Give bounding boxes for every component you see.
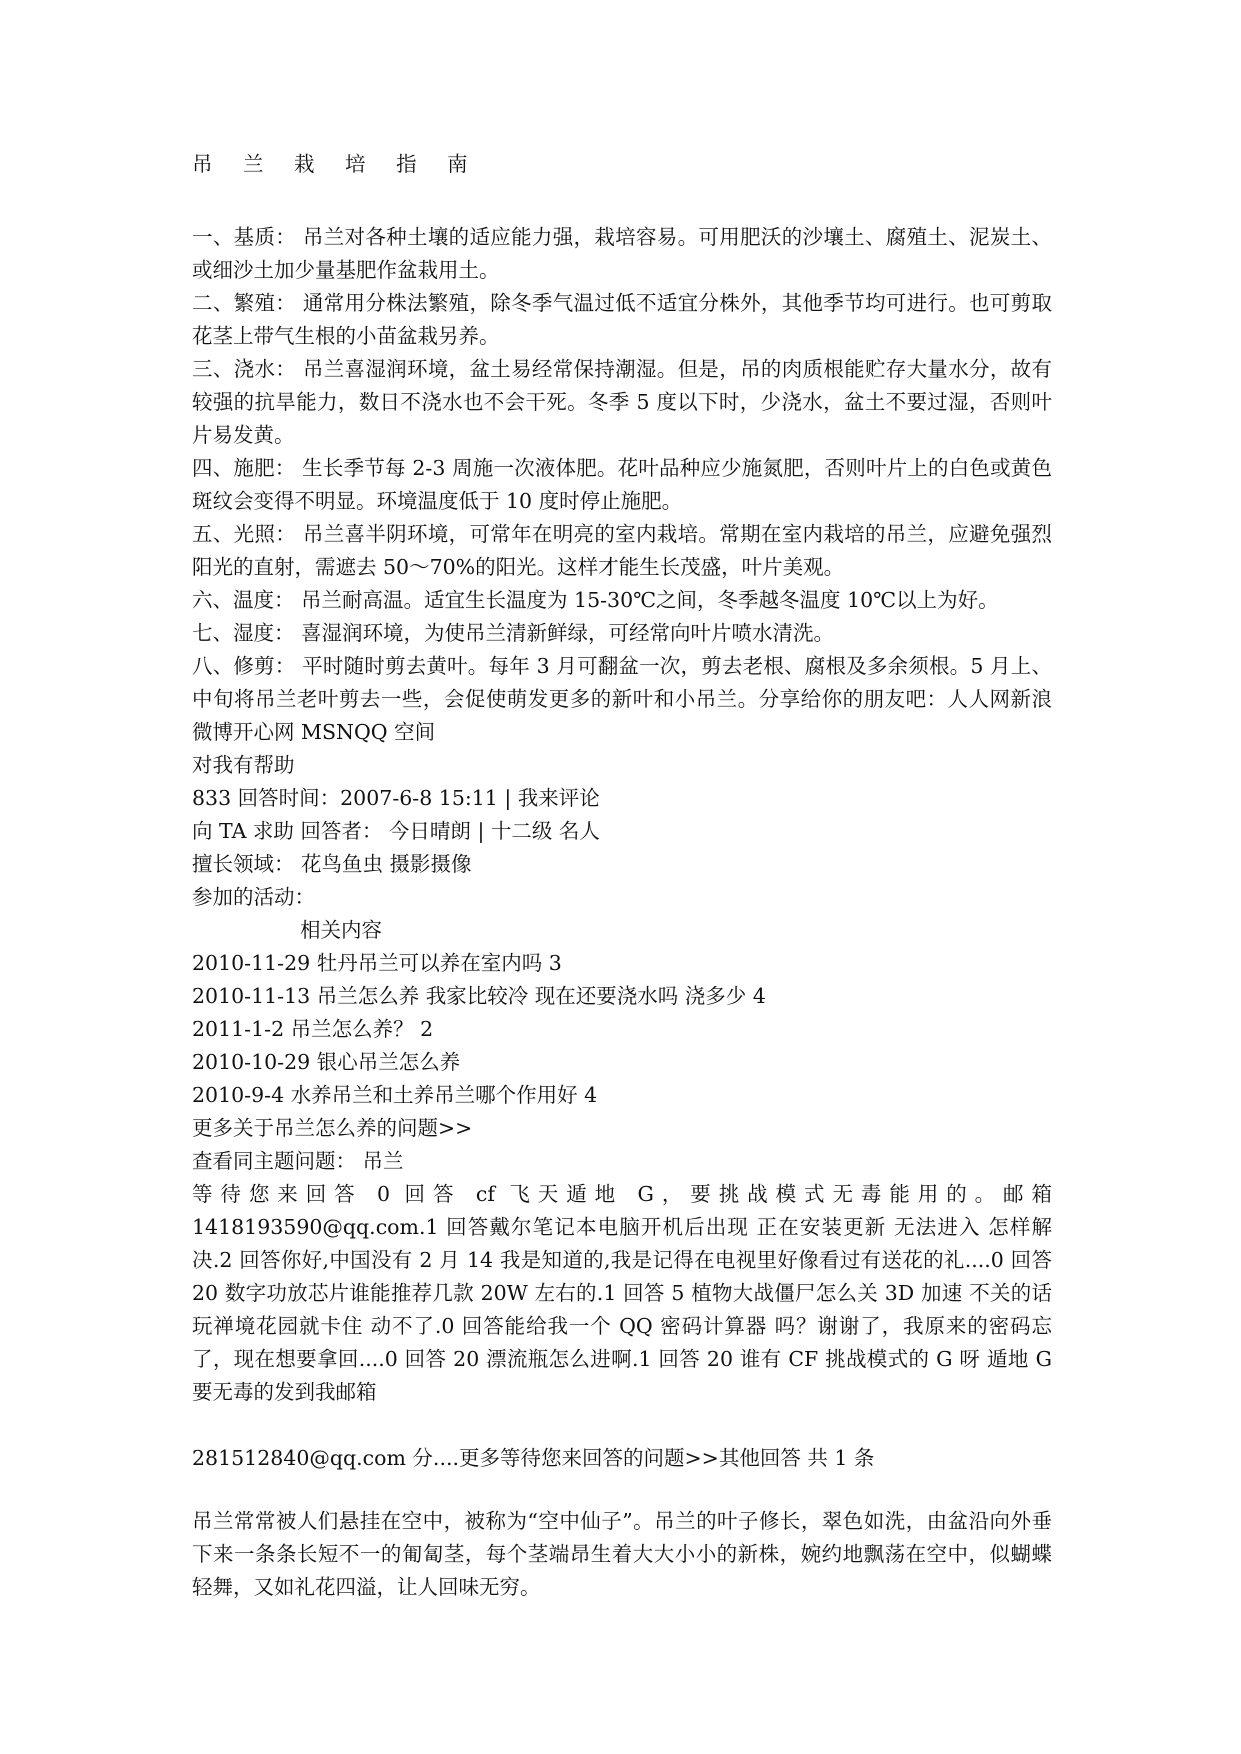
- answer-time-line: 833 回答时间：2007-6-8 15:11 | 我来评论: [192, 786, 600, 810]
- related-item: 2010-10-29 银心吊兰怎么养: [192, 1050, 461, 1074]
- related-item: 2011-1-2 吊兰怎么养？ 2: [192, 1017, 434, 1041]
- section-humidity: 七、湿度： 喜湿润环境，为使吊兰清新鲜绿，可经常向叶片喷水清洗。: [192, 621, 835, 645]
- related-heading: 相关内容: [300, 918, 382, 942]
- section-propagation: 二、繁殖： 通常用分株法繁殖，除冬季气温过低不适宜分株外，其他季节均可进行。也可剪取花茎上带气生根的小苗盆栽另养。: [192, 291, 1052, 348]
- waiting-answers-paragraph: 等待您来回答 0 回答 cf 飞天遁地 G，要挑战模式无毒能用的。邮箱 1418193590@qq.com.1 回答戴尔笔记本电脑开机后出现 正在安装更新 无法进入 怎样解决.2 回答你好,中国没有 2 月 14 我是知道的,我是记得在电视里好像看过有送花的礼....0 回答 20 数字功放芯片谁能推荐几款 20W 左右的.1 回答 5 植物大战僵尸怎么关 3D 加速 不关的话玩禅境花园就卡住 动不了.0 回答能给我一个 QQ 密码计算器 吗？谢谢了，我原来的密码忘了，现在想要拿回....0 回答 20 漂流瓶怎么进啊.1 回答 20 谁有 CF 挑战模式的 G 呀 遁地 G 要无毒的发到我邮箱: [192, 1182, 1052, 1404]
- related-item: 2010-9-4 水养吊兰和土养吊兰哪个作用好 4: [192, 1083, 598, 1107]
- related-item: 2010-11-13 吊兰怎么养 我家比较冷 现在还要浇水吗 浇多少 4: [192, 984, 766, 1008]
- spacer: [192, 1475, 1052, 1505]
- waiting-answers-tail: 281512840@qq.com 分....更多等待您来回答的问题>>其他回答 共 1 条: [192, 1446, 875, 1470]
- section-pruning: 八、修剪： 平时随时剪去黄叶。每年 3 月可翻盆一次，剪去老根、腐根及多余须根。5 月上、中旬将吊兰老叶剪去一些，会促使萌发更多的新叶和小吊兰。分享给你的朋友吧：人人网新浪微博开心网 MSNQQ 空间: [192, 654, 1052, 744]
- spacer: [192, 1409, 1052, 1442]
- document-page: [192, 148, 1052, 1604]
- section-substrate: 一、基质： 吊兰对各种土壤的适应能力强，栽培容易。可用肥沃的沙壤土、腐殖土、泥炭土、或细沙土加少量基肥作盆栽用土。: [192, 225, 1052, 282]
- activities-line: 参加的活动：: [192, 885, 315, 909]
- related-item: 2010-11-29 牡丹吊兰可以养在室内吗 3: [192, 951, 562, 975]
- section-fertilizing: 四、施肥： 生长季节每 2-3 周施一次液体肥。花叶品种应少施氮肥，否则叶片上的白色或黄色斑纹会变得不明显。环境温度低于 10 度时停止施肥。: [192, 456, 1052, 513]
- expertise-line: 擅长领域： 花鸟鱼虫 摄影摄像: [192, 852, 472, 876]
- document-title: 吊 兰 栽 培 指 南: [192, 152, 480, 176]
- helpful-line: 对我有帮助: [192, 753, 295, 777]
- section-watering: 三、浇水： 吊兰喜湿润环境，盆土易经常保持潮湿。但是，吊的肉质根能贮存大量水分，故有较强的抗旱能力，数日不浇水也不会干死。冬季 5 度以下时，少浇水，盆土不要过湿，否则叶片易发黄。: [192, 357, 1052, 447]
- closing-paragraph: 吊兰常常被人们悬挂在空中，被称为“空中仙子”。吊兰的叶子修长，翠色如洗，由盆沿向外垂下来一条条长短不一的匍匐茎，每个茎端昂生着大大小小的新株，婉约地飘荡在空中，似蝴蝶轻舞，又如礼花四溢，让人回味无穷。: [192, 1509, 1052, 1599]
- answerer-line: 向 TA 求助 回答者： 今日晴朗 | 十二级 名人: [192, 819, 600, 843]
- more-questions-line: 更多关于吊兰怎么养的问题>>: [192, 1116, 473, 1140]
- section-temperature: 六、温度： 吊兰耐高温。适宜生长温度为 15-30℃之间，冬季越冬温度 10℃以上为好。: [192, 588, 999, 612]
- section-lighting: 五、光照： 吊兰喜半阴环境，可常年在明亮的室内栽培。常期在室内栽培的吊兰，应避免强烈阳光的直射，需遮去 50～70%的阳光。这样才能生长茂盛，叶片美观。: [192, 522, 1052, 579]
- same-topic-line: 查看同主题问题： 吊兰: [192, 1149, 404, 1173]
